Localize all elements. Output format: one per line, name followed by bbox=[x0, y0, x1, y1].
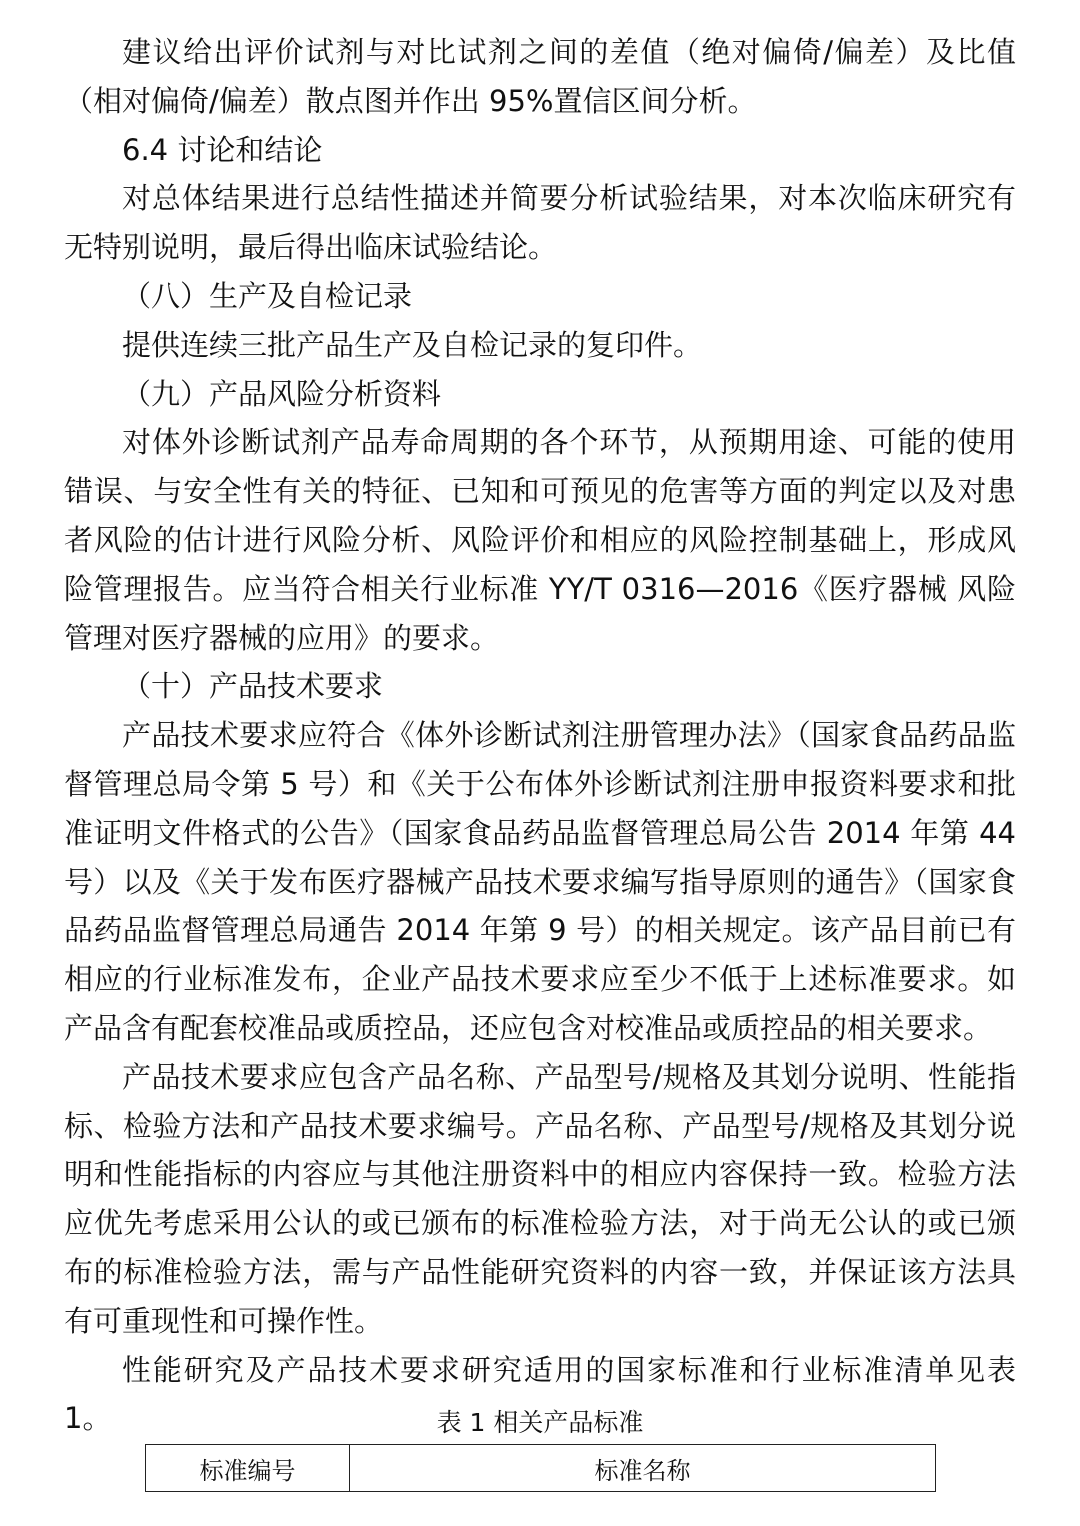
header-standard-number: 标准编号 bbox=[146, 1445, 350, 1492]
heading-risk-analysis: （九）产品风险分析资料 bbox=[122, 376, 442, 411]
document-body bbox=[64, 28, 1016, 1443]
heading-technical-requirements: （十）产品技术要求 bbox=[122, 669, 384, 704]
paragraph-technical-requirements-content: 产品技术要求应包含产品名称、产品型号/规格及其划分说明、性能指标、检验方法和产品技术要求编号。产品名称、产品型号/规格及其划分说明和性能指标的内容应与其他注册资料中的相应内容保持一致。检验方法应优先考虑采用公认的或已颁布的标准检验方法，对于尚无公认的或已颁布的标准检验方法，需与产品性能研究资料的内容一致，并保证该方法具有可重现性和可操作性。 bbox=[64, 1059, 1016, 1338]
paragraph-production-records: 提供连续三批产品生产及自检记录的复印件。 bbox=[122, 327, 703, 362]
heading-production-records: （八）生产及自检记录 bbox=[122, 278, 413, 313]
paragraph-technical-requirements-rules: 产品技术要求应符合《体外诊断试剂注册管理办法》（国家食品药品监督管理总局令第 5 号）和《关于公布体外诊断试剂注册申报资料要求和批准证明文件格式的公告》（国家食品药品监督管理总局公告 2014 年第 44 号）以及《关于发布医疗器械产品技术要求编写指导原则的通告》（国家食品药品监督管理总局通告 2014 年第 9 号）的相关规定。该产品目前已有相应的行业标准发布，企业产品技术要求应至少不低于上述标准要求。如产品含有配套校准品或质控品，还应包含对校准品或质控品的相关要求。 bbox=[64, 718, 1016, 1045]
table-caption: 表 1 相关产品标准 bbox=[436, 1408, 644, 1437]
paragraph-conclusion: 对总体结果进行总结性描述并简要分析试验结果，对本次临床研究有无特别说明，最后得出临床试验结论。 bbox=[64, 181, 1016, 265]
paragraph-standards-list-ref: 性能研究及产品技术要求研究适用的国家标准和行业标准清单见表 1。 bbox=[64, 1352, 1016, 1436]
table-header-row bbox=[146, 1445, 936, 1492]
header-standard-name: 标准名称 bbox=[350, 1445, 936, 1492]
paragraph-risk-analysis: 对体外诊断试剂产品寿命周期的各个环节，从预期用途、可能的使用错误、与安全性有关的特征、已知和可预见的危害等方面的判定以及对患者风险的估计进行风险分析、风险评价和相应的风险控制基础上，形成风险管理报告。应当符合相关行业标准 YY/T 0316—2016《医疗器械 风险管理对医疗器械的应用》的要求。 bbox=[64, 425, 1016, 655]
standards-table bbox=[145, 1444, 936, 1492]
paragraph-scatter-analysis: 建议给出评价试剂与对比试剂之间的差值（绝对偏倚/偏差）及比值（相对偏倚/偏差）散点图并作出 95%置信区间分析。 bbox=[64, 35, 1016, 118]
heading-discussion-conclusion: 6.4 讨论和结论 bbox=[122, 132, 323, 167]
